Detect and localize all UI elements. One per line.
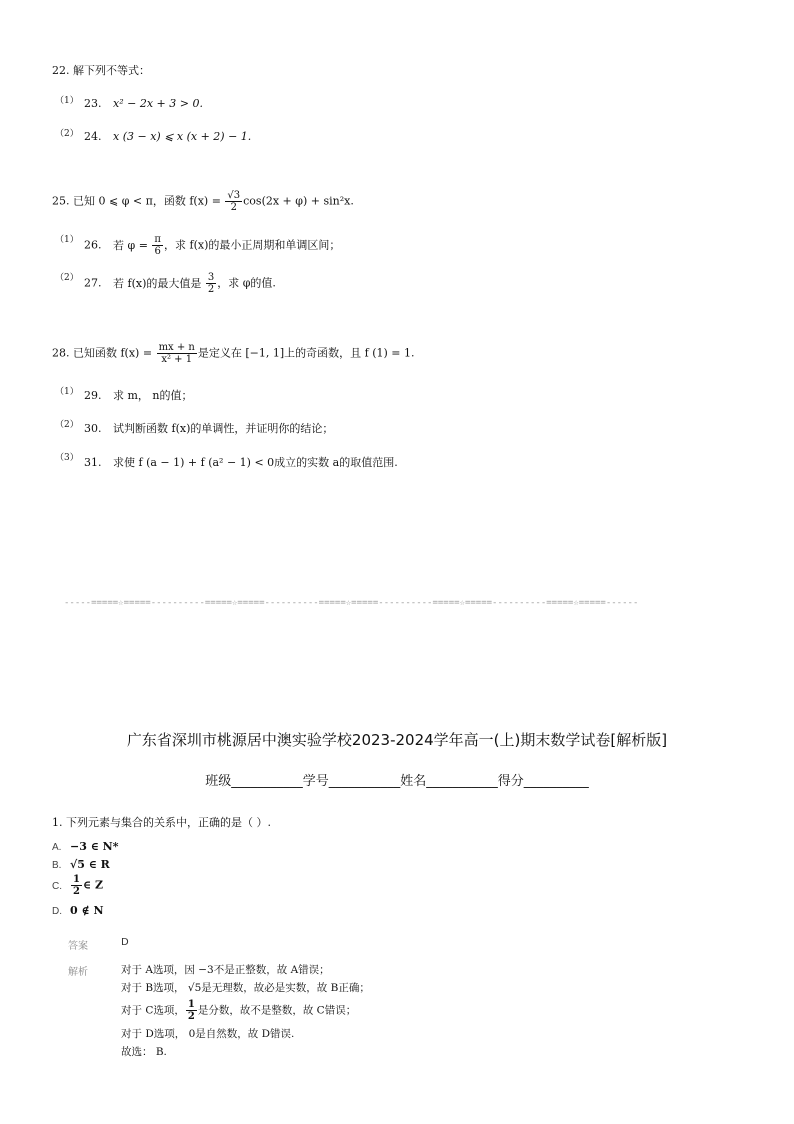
q28-stem-pre: 28. 已知函数 f(x) = <box>52 346 156 360</box>
option-c-frac-num: 1 <box>73 874 80 885</box>
q25-stem <box>52 190 354 213</box>
analysis-c-fraction <box>186 999 197 1022</box>
q27-frac-den: 2 <box>207 284 215 295</box>
option-d-label: D. <box>52 906 62 917</box>
q24-number: 24. <box>84 130 102 143</box>
q1-stem: 1. 下列元素与集合的关系中，正确的是（ ）. <box>52 816 271 829</box>
analysis-line-3 <box>121 999 356 1022</box>
option-c-text: ∈ Z <box>82 878 103 892</box>
analysis-line-3-post: 是分数，故不是整数，故 C错误； <box>197 1004 357 1017</box>
q25-sub2-tag: （2） <box>55 273 79 283</box>
analysis-c-frac-den: 2 <box>187 1011 195 1022</box>
analysis-line-3-pre: 对于 C选项， <box>121 1004 185 1017</box>
q28-sub1-tag: （1） <box>55 387 79 397</box>
q26-fraction <box>152 234 163 257</box>
q22-stem: 22. 解下列不等式： <box>52 64 150 77</box>
q28-stem <box>52 342 415 365</box>
q1-option-c <box>52 874 103 897</box>
page-title: 广东省深圳市桃源居中澳实验学校2023-2024学年高一(上)期末数学试卷[解析版] <box>126 731 668 749</box>
q24-expression: x (3 − x) ⩽ x (x + 2) − 1. <box>113 130 252 143</box>
option-a-label: A. <box>52 842 62 853</box>
analysis-line-2: 对于 B选项， √5是无理数，故必是实数，故 B正确； <box>121 982 370 994</box>
q27-frac-num: 3 <box>207 272 215 283</box>
analysis-line-5: 故选： B. <box>121 1046 167 1058</box>
q30-text: 试判断函数 f(x)的单调性，并证明你的结论； <box>113 422 334 435</box>
q25-sub2 <box>84 272 276 295</box>
analysis-label: 解析 <box>68 967 88 978</box>
q28-sub3 <box>84 456 398 470</box>
q23-number: 23. <box>84 97 102 110</box>
q25-frac-den: 2 <box>230 202 237 213</box>
option-c-label: C. <box>52 880 62 892</box>
q28-sub2 <box>84 422 333 436</box>
q22-sub1-tag: （1） <box>55 96 79 106</box>
q28-sub1 <box>84 389 193 403</box>
q27-fraction <box>206 272 216 295</box>
q28-sub2-tag: （2） <box>55 420 79 430</box>
answer-label: 答案 <box>68 941 88 952</box>
analysis-line-1: 对于 A选项，因 −3不是正整数，故 A错误； <box>121 964 330 976</box>
q27-post: ，求 φ的值. <box>217 276 276 290</box>
page-divider: -----=====☆=====----------=====☆=====----------=====☆=====----------=====☆=====----------=====☆=====------ <box>64 598 639 608</box>
q1-option-b <box>52 858 110 871</box>
q26-frac-den: 6 <box>154 246 161 257</box>
q28-sub3-tag: （3） <box>55 453 79 463</box>
q29-number: 29. <box>84 389 102 402</box>
q25-frac-num: √3 <box>227 190 241 201</box>
q26-frac-num: π <box>154 234 161 245</box>
q26-number: 26. <box>84 238 102 252</box>
analysis-line-4: 对于 D选项， 0是自然数，故 D错误. <box>121 1028 295 1040</box>
option-c-fraction <box>71 874 82 897</box>
q25-stem-pre: 25. 已知 0 ⩽ φ < π，函数 f(x) = <box>52 194 225 208</box>
option-b-text: √5 ∈ R <box>70 858 110 871</box>
q31-number: 31. <box>84 456 102 469</box>
option-c-frac-den: 2 <box>73 886 80 897</box>
q1-option-a <box>52 840 118 853</box>
q31-text: 求使 f (a − 1) + f (a² − 1) < 0成立的实数 a的取值范围. <box>113 456 398 469</box>
q28-stem-post: 是定义在 [−1, 1]上的奇函数，且 f (1) = 1. <box>197 346 415 360</box>
q28-frac-num: mx + n <box>158 342 195 353</box>
q28-fraction <box>157 342 197 365</box>
q22-sub2 <box>84 130 251 144</box>
q25-sub1 <box>84 234 340 257</box>
student-info-line: 班级___________学号___________姓名___________得分__________ <box>205 774 589 789</box>
q26-post: ，求 f(x)的最小正周期和单调区间； <box>164 238 341 252</box>
q27-number: 27. <box>84 276 102 290</box>
q1-option-d <box>52 904 104 917</box>
option-a-text: −3 ∈ N* <box>70 840 119 853</box>
q22-sub1 <box>84 97 203 111</box>
q22-sub2-tag: （2） <box>55 129 79 139</box>
option-b-label: B. <box>52 860 62 871</box>
q25-sub1-tag: （1） <box>55 235 79 245</box>
analysis-c-frac-num: 1 <box>187 999 195 1010</box>
q26-pre: 若 φ = <box>113 238 152 252</box>
q25-fraction <box>225 190 242 213</box>
answer-value: D <box>121 937 129 948</box>
q28-frac-den: x² + 1 <box>161 354 193 365</box>
q25-stem-post: cos(2x + φ) + sin²x. <box>243 194 354 208</box>
q27-pre: 若 f(x)的最大值是 <box>113 276 205 290</box>
q30-number: 30. <box>84 422 102 435</box>
q29-text: 求 m， n的值； <box>113 389 193 402</box>
q23-expression: x² − 2x + 3 > 0. <box>113 97 203 110</box>
option-d-text: 0 ∉ N <box>70 904 104 917</box>
